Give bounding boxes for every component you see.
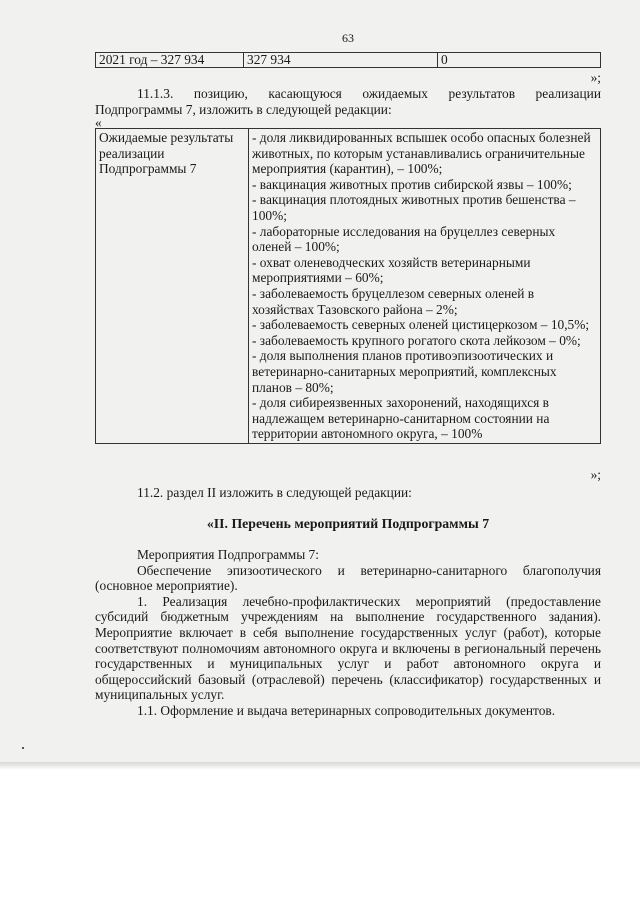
list-item: - доля выполнения планов противоэпизоотических и ветеринарно-санитарных мероприятий, комплексных планов – 80%; xyxy=(252,348,557,395)
list-item: - доля ликвидированных вспышек особо опасных болезней животных, по которым устанавливались ограничительные мероприятия (карантин), – 100%; xyxy=(252,130,591,177)
body-paragraph: 1.1. Оформление и выдача ветеринарных сопроводительных документов. xyxy=(137,702,556,718)
table-row xyxy=(96,53,601,68)
paragraph-amendment-2: 11.2. раздел II изложить в следующей редакции: xyxy=(137,485,412,500)
table-cell-zero: 0 xyxy=(438,53,601,68)
results-table xyxy=(95,128,601,444)
page-number: 63 xyxy=(342,31,354,45)
closing-quote: »; xyxy=(590,467,601,482)
table-row xyxy=(96,129,601,444)
list-item: - охват оленеводческих хозяйств ветеринарными мероприятиями – 60%; xyxy=(252,254,531,286)
list-item: - доля сибиреязвенных захоронений, находящихся в надлежащем ветеринарно-санитарном состоянии на территории автономного округа, – 100% xyxy=(252,395,550,442)
section-body xyxy=(95,547,601,719)
page-edge-shadow xyxy=(0,762,640,770)
list-item: - заболеваемость бруцеллезом северных оленей в хозяйствах Тазовского района – 2%; xyxy=(252,285,535,317)
list-item: - вакцинация животных против сибирской язвы – 100%; xyxy=(252,176,572,192)
table-cell-amount: 327 934 xyxy=(244,53,438,68)
list-item: - лабораторные исследования на бруцеллез северных оленей – 100%; xyxy=(252,223,556,255)
table-cell-year: 2021 год – 327 934 xyxy=(96,53,244,68)
section-title: «II. Перечень мероприятий Подпрограммы 7 xyxy=(206,516,490,531)
list-item: - заболеваемость северных оленей цистицеркозом – 10,5%; xyxy=(252,317,590,333)
body-paragraph: 1. Реализация лечебно-профилактических мероприятий (предоставление субсидий бюджетным учреждениям на выполнение государственного задания). Мероприятие включает в себя выполнение государственных услуг (работ), которые соответствуют полномочиям автономного округа и включены в региональный перечень государственных и муниципальных услуг и работ автономного округа и общероссийский базовый (отраслевой) перечень (классификатор) государственных и муниципальных услуг. xyxy=(95,593,601,703)
funding-table xyxy=(95,52,601,68)
results-list xyxy=(249,129,601,444)
list-item: - вакцинация плотоядных животных против бешенства – 100%; xyxy=(252,192,576,223)
open-quote: « xyxy=(95,115,102,130)
body-paragraph: Мероприятия Подпрограммы 7: xyxy=(137,547,319,562)
scan-speck xyxy=(22,747,24,749)
list-item: - заболеваемость крупного рогатого скота лейкозом – 0%; xyxy=(252,332,581,348)
body-paragraph: Обеспечение эпизоотического и ветеринарно-санитарного благополучия (основное мероприятие). xyxy=(95,562,601,594)
paragraph-amendment-1: 11.1.3. позицию, касающуюся ожидаемых результатов реализации Подпрограммы 7, изложить в следующей редакции: xyxy=(95,86,601,117)
results-label: Ожидаемые результаты реализации Подпрограммы 7 xyxy=(96,129,249,444)
closing-quote: »; xyxy=(590,70,601,85)
